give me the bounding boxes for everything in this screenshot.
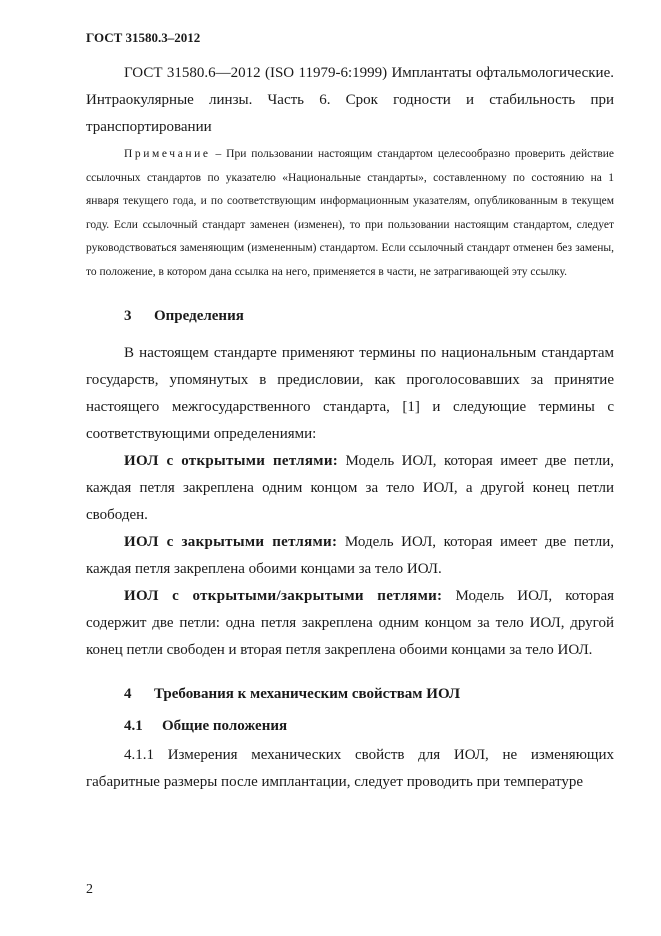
page-number: 2 (86, 882, 93, 897)
document-header: ГОСТ 31580.3–2012 (86, 30, 201, 45)
section-3-heading (86, 306, 614, 326)
section-4-1-heading (86, 716, 614, 736)
definition-closed-loops: Модель ИОЛ, которая имеет две петли, каждая петля закреплена обоими концами за тело ИОЛ. (86, 534, 614, 577)
section-4-1-number: 4.1 (124, 718, 143, 734)
term-closed-loops: ИОЛ с закрытыми петлями: (124, 534, 338, 550)
term-definition-closed-loops (86, 529, 614, 583)
definition-open-loops: Модель ИОЛ, которая имеет две петли, каждая петля закреплена одним концом за тело ИОЛ, а другой конец петли свободен. (86, 453, 614, 523)
note-paragraph (86, 143, 614, 284)
paragraph-4-1-1: 4.1.1 Измерения механических свойств для ИОЛ, не изменяющих габаритные размеры после имплантации, следует проводить при температуре (86, 747, 614, 790)
reference-paragraph: ГОСТ 31580.6—2012 (ISO 11979-6:1999) Имплантаты офтальмологические. Интраокулярные линзы. Часть 6. Срок годности и стабильность при транспортировании (86, 65, 614, 135)
term-open-closed-loops: ИОЛ с открытыми/закрытыми петлями: (124, 588, 443, 604)
section-3-title: Определения (154, 308, 244, 324)
section-4-title: Требования к механическим свойствам ИОЛ (154, 686, 461, 702)
note-label: Примечание (124, 148, 211, 160)
document-page (86, 30, 614, 796)
definition-open-closed-loops: Модель ИОЛ, которая содержит две петли: одна петля закреплена одним концом за тело ИОЛ, другой конец петли свободен и вторая петля закреплена обоими концами за тело ИОЛ. (86, 588, 614, 658)
section-4-heading (86, 684, 614, 704)
term-definition-open-loops (86, 448, 614, 529)
section-4-1-title: Общие положения (162, 718, 288, 734)
section-4-number: 4 (124, 686, 132, 702)
note-dash: – (210, 148, 227, 160)
section-3-number: 3 (124, 308, 132, 324)
term-definition-open-closed-loops (86, 583, 614, 664)
section-3-intro: В настоящем стандарте применяют термины по национальным стандартам государств, упомянутых в предисловии, как проголосовавших за принятие настоящего межгосударственного стандарта, [1] и следующие термины с соответствующими определениями: (86, 345, 614, 442)
term-open-loops: ИОЛ с открытыми петлями: (124, 453, 339, 469)
note-text: При пользовании настоящим стандартом целесообразно проверить действие ссылочных стандартов по указателю «Национальные стандарты», составленному по состоянию на 1 января текущего года, и по соответствующим информационным указателям, опубликованным в текущем году. Если ссылочный стандарт заменен (изменен), то при пользовании настоящим стандартом, следует руководствоваться заменяющим (измененным) стандартом. Если ссылочный стандарт отменен без замены, то положение, в котором дана ссылка на него, применяется в части, не затрагивающей эту ссылку. (86, 148, 615, 278)
